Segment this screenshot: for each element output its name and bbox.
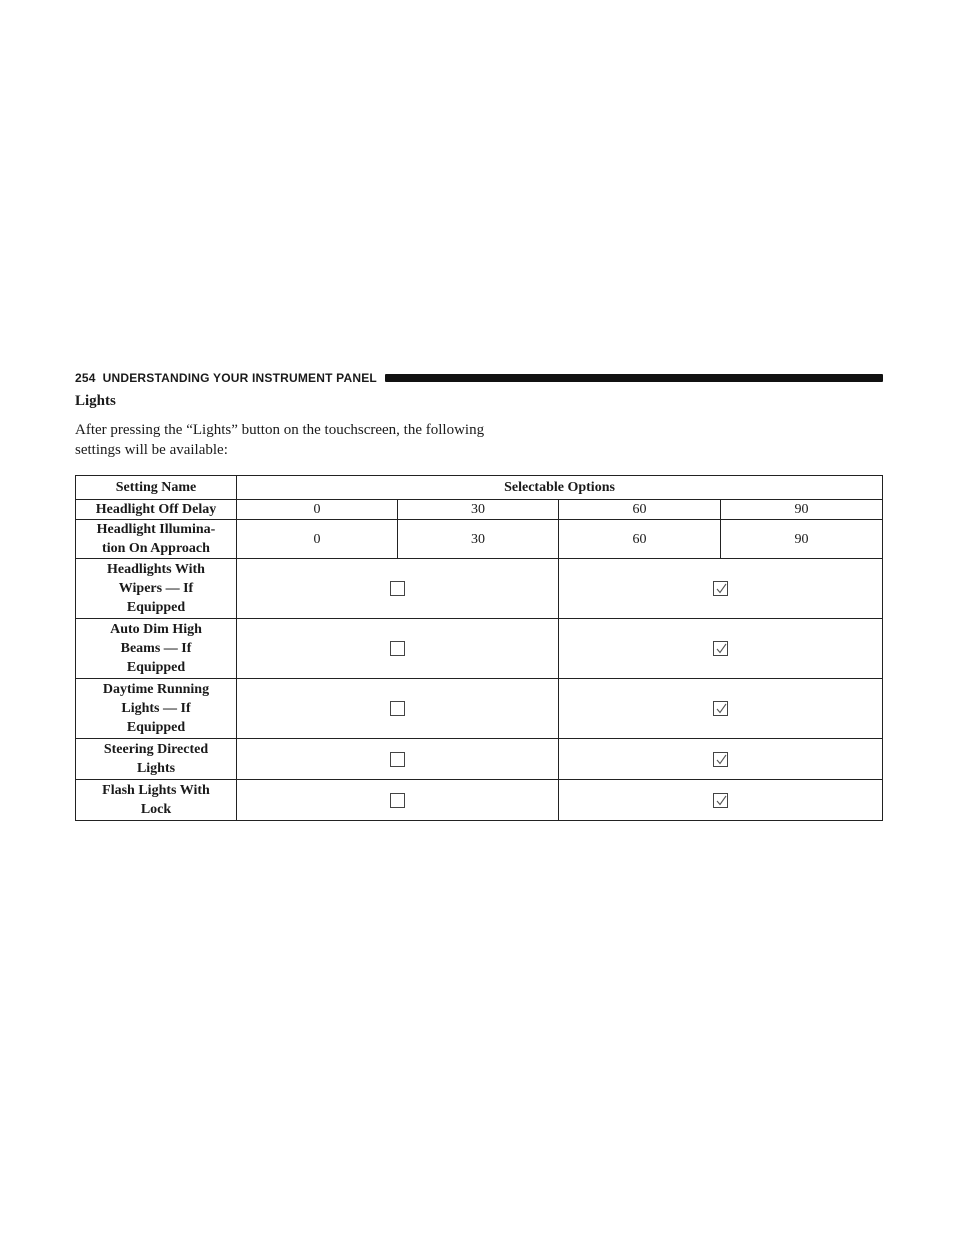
- page-number: 254: [75, 371, 96, 385]
- table-row: [76, 679, 883, 739]
- setting-name: Headlights With Wipers — If Equipped: [76, 559, 237, 619]
- section-heading: Lights: [75, 393, 116, 409]
- option-cell: [559, 739, 883, 780]
- unchecked-box-icon: [390, 701, 405, 716]
- table-row: [76, 739, 883, 780]
- option-cell: [559, 619, 883, 679]
- page-header: [75, 369, 883, 387]
- checked-box-icon: [713, 793, 728, 808]
- table-row: [76, 619, 883, 679]
- option-value: 90: [721, 520, 883, 559]
- header-rule: [385, 374, 883, 382]
- option-value: 90: [721, 500, 883, 520]
- unchecked-box-icon: [390, 581, 405, 596]
- header-setting-name: Setting Name: [76, 476, 237, 500]
- option-value: 0: [237, 500, 398, 520]
- table-header-row: [76, 476, 883, 500]
- header-selectable-options: Selectable Options: [237, 476, 883, 500]
- option-cell: [559, 679, 883, 739]
- checked-box-icon: [713, 701, 728, 716]
- option-cell: [237, 619, 559, 679]
- setting-name: Headlight Illumina- tion On Approach: [76, 520, 237, 559]
- setting-name: Auto Dim High Beams — If Equipped: [76, 619, 237, 679]
- option-cell: [237, 679, 559, 739]
- option-cell: [237, 780, 559, 821]
- setting-name: Steering Directed Lights: [76, 739, 237, 780]
- table-row: [76, 559, 883, 619]
- option-cell: [559, 559, 883, 619]
- setting-name: Flash Lights With Lock: [76, 780, 237, 821]
- option-value: 30: [398, 520, 559, 559]
- table-row: [76, 520, 883, 559]
- option-cell: [237, 559, 559, 619]
- option-value: 30: [398, 500, 559, 520]
- option-value: 60: [559, 500, 721, 520]
- option-value: 60: [559, 520, 721, 559]
- setting-name: Headlight Off Delay: [76, 500, 237, 520]
- table-row: [76, 500, 883, 520]
- table-row: [76, 780, 883, 821]
- checked-box-icon: [713, 752, 728, 767]
- option-cell: [237, 739, 559, 780]
- option-value: 0: [237, 520, 398, 559]
- settings-table: [75, 475, 883, 821]
- unchecked-box-icon: [390, 793, 405, 808]
- intro-paragraph: After pressing the “Lights” button on the touchscreen, the following settings will be available:: [75, 422, 485, 458]
- unchecked-box-icon: [390, 752, 405, 767]
- running-header-title: UNDERSTANDING YOUR INSTRUMENT PANEL: [102, 371, 377, 385]
- unchecked-box-icon: [390, 641, 405, 656]
- checked-box-icon: [713, 581, 728, 596]
- setting-name: Daytime Running Lights — If Equipped: [76, 679, 237, 739]
- option-cell: [559, 780, 883, 821]
- checked-box-icon: [713, 641, 728, 656]
